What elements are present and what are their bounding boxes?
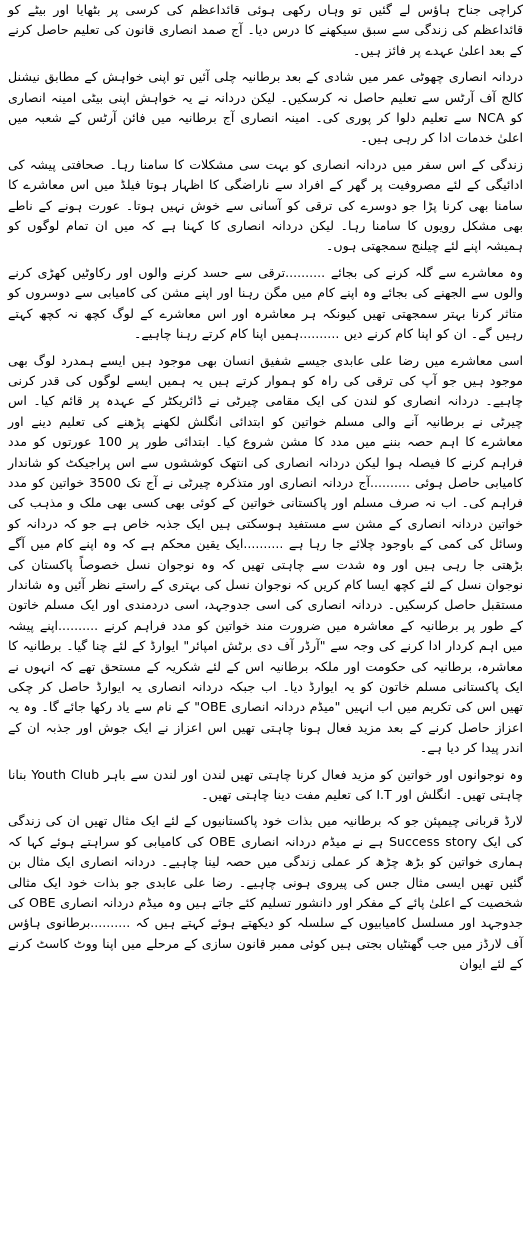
paragraph-charity-obe: اسی معاشرے میں رضا علی عابدی جیسے شفیق انسان بھی موجود ہیں ایسے ہمدرد لوگ بھی موجود ہیں جو آپ کی ترقی کی راہ کو ہموار کرتے ہیں یہ ہمیں ایسے لوگوں کی قدر کرنی چاہیے۔ دردانہ انصاری کو لندن کی ایک مقامی چیرٹی نے ڈائریکٹر کے عہدہ پر قائم کیا۔ اس چیرٹی نے برطانیہ آنے والی مسلم خواتین کو ابتدائی انگلش لکھنے پڑھنے کی تعلیم دینے اور معاشرے کا اہم حصہ بننے میں مدد کا مشن شروع کیا۔ ابتدائی طور پر 100 عورتوں کو مدد فراہم کرنے کا فیصلہ ہوا لیکن دردانہ انصاری کی انتھک کوششوں سے اس پراجیکٹ کو شاندار کامیابی حاصل ہوئی ..........آج دردانہ انصاری اور متذکرہ چیرٹی نے آج تک 3500 خواتین کو مدد فراہم کی۔ اب نہ صرف مسلم اور پاکستانی خواتین کے کوئی بھی کسی بھی ملک و مذہب کی خواتین دردانہ انصاری کے مشن سے مستفید ہوسکتی ہیں ایک جذبہ خاص ہے جو کہ دردانہ کو وسائل کی کمی کے باوجود چلائے جا رہا ہے ..........ایک یقین محکم ہے کہ وہ اپنے کام میں آگے بڑھتی جا رہی ہیں اور وہ شدت سے چاہتی تھیں کہ وہ نوجوان نسل خصوصاً پاکستان کی نوجوان نسل کے لئے کچھ ایسا کام کریں کہ نوجوان نسل کی بہتری کے راستے نظر آئیں وہ شاندار مستقبل حاصل کرسکیں۔ دردانہ انصاری کی اسی جدوجہد، اسی دردمندی اور ایک مسلم خاتون کے طور پر برطانیہ کے معاشرہ میں ضرورت مند خواتین کو مدد فراہم کرنے ..........اپنے پیشہ میں اہم کردار ادا کرنے کی وجہ سے "آرڈر آف دی برٹش امپائر" ایوارڈ کے لئے چنا گیا۔ برطانیہ کا معاشرہ، برطانیہ کی حکومت اور ملکہ برطانیہ اس کے لئے شکریہ کے مستحق تھے کہ انہوں نے ایک پاکستانی مسلم خاتون کو یہ ایوارڈ دیا۔ اب جبکہ دردانہ انصاری یہ ایوارڈ حاصل کر چکی تھیں اس کی تکریم میں اب انہیں "میڈم دردانہ انصاری OBE" کے نام سے یاد رکھا جائے گا۔ وہ یہ اعزاز حاصل کرنے کے بعد مزید فعال ہونا چاہتی تھیں اس اعزاز نے ایک جوش اور جذبہ ان کے اندر پیدا کر دیا ہے۔ xyxy=(8,352,524,756)
paragraph-youth-club: وہ نوجوانوں اور خواتین کو مزید فعال کرنا چاہتی تھیں لندن اور لندن سے باہر Youth Club بنانا چاہتی تھیں۔ انگلش اور I.T کی تعلیم مفت دینا چاہتی تھیں۔ xyxy=(8,766,523,803)
paragraph-praise: لارڈ قربانی چیمپئن جو کہ برطانیہ میں بذات خود پاکستانیوں کے لئے ایک مثال تھیں ان کی زندگی کی ایک Success story ہے نے میڈم دردانہ انصاری OBE کی کامیابی کو سراہتے ہوئے کہا کہ ہماری خواتین کو بڑھ چڑھ کر عملی زندگی میں حصہ لینا چاہیے۔ دردانہ انصاری ایک مثال بن گئیں تھیں ایسی مثال جس کی پیروی ہونی چاہیے۔ رضا علی عابدی جو بذات خود ایک مثالی شخصیت کے اعلیٰ پائے کے مفکر اور دانشور تسلیم کئے جاتے ہیں وہ میڈم دردانہ انصاری OBE کی جدوجہد اور مسلسل کامیابیوں کے سلسلہ کو دیکھتے ہوئے کہتے ہیں کہ ..........برطانوی ہاؤس آف لارڈز میں جب گھنٹیاں بجتی ہیں کوئی ممبر قانون سازی کے مرحلے میں اپنا ووٹ کاسٹ کرنے کے لئے ایوان xyxy=(8,813,523,972)
paragraph-difficulties: زندگی کے اس سفر میں دردانہ انصاری کو بہت سی مشکلات کا سامنا رہا۔ صحافتی پیشہ کی ادائیگی کے لئے مصروفیت پر گھر کے افراد سے ناراضگی کا اظہار ہوتا فیلڈ میں اس معاشرے کا سامنا بھی کرنا پڑا جو دوسرے کی ترقی کو آسانی سے خوش نہیں ہوتا۔ عورت ہونے کے ناطے بھی مشکل رویوں کا سامنا رہا۔ لیکن دردانہ انصاری کا کہنا ہے کہ میں ان تمام لوگوں کو ہمیشہ اپنے لئے چیلنج سمجھتی ہوں۔ xyxy=(8,156,523,254)
paragraph-arts-education: دردانہ انصاری چھوٹی عمر میں شادی کے بعد برطانیہ چلی آئیں تو اپنی خواہش کے مطابق نیشنل کالج آف آرٹس سے تعلیم حاصل نہ کرسکیں۔ لیکن دردانہ نے یہ خواہش اپنی بیٹی امینہ انصاری کو NCA سے تعلیم دلوا کر پوری کی۔ امینہ انصاری آج برطانیہ میں فائن آرٹس کے شعبہ میں اعلیٰ خدمات ادا کر رہی ہیں۔ xyxy=(8,69,523,146)
paragraph-jinnah-house: کراچی جناح ہاؤس لے گئیں تو وہاں رکھی ہوئی قائداعظم کی کرسی پر بٹھایا اور بیٹے کو قائداعظم کی زندگی سے سبق سیکھنے کا درس دیا۔ آج صمد انصاری قانون کی تعلیم حاصل کرنے کے بعد اعلیٰ عہدے پر فائز ہیں۔ xyxy=(8,2,523,58)
paragraph-focus-on-work: وہ معاشرے سے گلہ کرنے کی بجائے ..........ترقی سے حسد کرنے والوں اور رکاوٹیں کھڑی کرنے والوں سے الجھنے کی بجائے وہ اپنے کام میں مگن رہنا اور اپنے مشن کی کامیابی سے دوسروں کو متاثر کرنا بہتر سمجھتی تھیں کیونکہ ہر معاشرہ اور اس معاشرے کے لوگ کچھ نہ کچھ کہتے رہیں گے۔ ان کو اپنا کام کرنے دیں ..........ہمیں اپنا کام کرتے رہنا چاہیے۔ xyxy=(8,264,523,342)
